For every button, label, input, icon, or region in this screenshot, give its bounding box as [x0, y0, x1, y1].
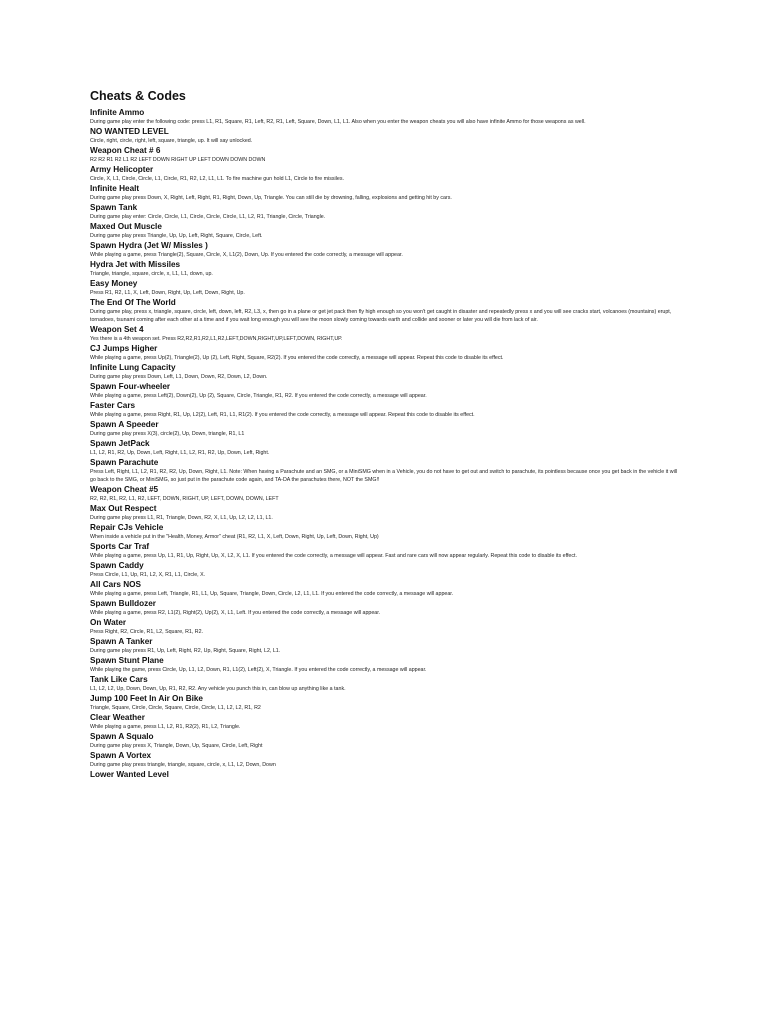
cheat-title: Spawn Parachute	[90, 458, 159, 467]
cheat-description: Circle, right, circle, right, left, square, triangle, up. It will say unlocked.	[90, 138, 253, 144]
cheat-description: During game play press Down, X, Right, Left, Right, R1, Right, Down, Up, Triangle. You can still die by drowning, falling, explosions and getting hit by cars.	[90, 195, 452, 201]
cheat-title: Easy Money	[90, 279, 138, 288]
cheat-title: Clear Weather	[90, 713, 145, 722]
cheat-entry	[90, 485, 682, 503]
cheat-title: Sports Car Traf	[90, 542, 150, 551]
cheat-entry	[90, 203, 682, 221]
cheat-entry	[90, 618, 682, 636]
cheat-entry	[90, 458, 682, 484]
cheat-title: Tank Like Cars	[90, 675, 148, 684]
cheat-description: Press R1, R2, L1, X, Left, Down, Right, Up, Left, Down, Right, Up.	[90, 290, 245, 296]
cheat-title: Spawn Four-wheeler	[90, 382, 171, 391]
cheat-description: R2, R2, R1, R2, L1, R2, LEFT, DOWN, RIGHT, UP, LEFT, DOWN, DOWN, LEFT	[90, 496, 279, 502]
cheat-entry	[90, 637, 682, 655]
cheat-description: Press Left, Right, L1, L2, R1, R2, R2, Up, Down, Right, L1. Note: When having a Parachute and an SMG, or a MiniSMG when in a Vehicle, you do not have to get out and switch to parachute, its pointless because once you get back in the vehicle it will go back to the SMG, or MiniSMG, so just put in the parachute code again, and TA-DA the parachutes there, NOT the SMG!!	[90, 469, 678, 483]
cheat-entry	[90, 561, 682, 579]
cheat-description: L1, L2, R1, R2, Up, Down, Left, Right, L1, L2, R1, R2, Up, Down, Left, Right.	[90, 450, 270, 456]
cheat-title: Spawn Tank	[90, 203, 138, 212]
cheat-entry	[90, 401, 682, 419]
cheat-description: Press Circle, L1, Up, R1, L2, X, R1, L1, Circle, X.	[90, 572, 206, 578]
cheat-entry	[90, 694, 682, 712]
cheat-entry	[90, 260, 682, 278]
cheat-entry	[90, 770, 682, 780]
cheat-title: Weapon Set 4	[90, 325, 144, 334]
cheat-description: Yes there is a 4th weapon set. Press R2,R2,R1,R2,L1,R2,LEFT,DOWN,RIGHT,UP,LEFT,DOWN, RIGHT,UP.	[90, 336, 343, 342]
cheat-entry	[90, 599, 682, 617]
cheat-entry	[90, 222, 682, 240]
cheat-title: Infinite Healt	[90, 184, 140, 193]
cheat-entry	[90, 279, 682, 297]
cheat-title: Hydra Jet with Missiles	[90, 260, 181, 269]
cheat-entry	[90, 127, 682, 145]
cheat-entry	[90, 184, 682, 202]
cheat-entry	[90, 675, 682, 693]
cheat-description: During game play press Down, Left, L1, Down, Down, R2, Down, L2, Down.	[90, 374, 268, 380]
cheat-entry	[90, 325, 682, 343]
cheat-entry	[90, 732, 682, 750]
cheat-entry	[90, 344, 682, 362]
cheat-description: Triangle, Square, Circle, Circle, Square, Circle, Circle, L1, L2, L2, R1, R2	[90, 705, 261, 711]
cheat-title: Spawn JetPack	[90, 439, 150, 448]
cheat-title: Repair CJs Vehicle	[90, 523, 164, 532]
cheat-title: NO WANTED LEVEL	[90, 127, 169, 136]
cheat-entry	[90, 241, 682, 259]
cheat-list	[90, 108, 682, 780]
cheat-title: On Water	[90, 618, 127, 627]
cheat-entry	[90, 580, 682, 598]
cheat-description: During game play, press x, triangle, square, circle, left, down, left, R2, L3, x, then go in a plane or get jet pack then fly high enough so you won't get caught in disaster and repeatedly press x and you will see cracks start, volcanoes (mountains) erupt, tornadoes, tsunami coming after each other at a time and if you wait long enough you will see the moon slowly coming towards earth and collide and sooner or later you will die from lack of air.	[90, 309, 672, 323]
cheat-description: Triangle, triangle, square, circle, x, L1, L1, down, up.	[90, 271, 213, 277]
cheat-description: While playing a game, press Left(2), Down(2), Up (2), Square, Circle, Triangle, R1, R2. If you entered the code correctly, a message will appear.	[90, 393, 427, 399]
cheat-title: Army Helicopter	[90, 165, 154, 174]
cheat-description: During game play press Triangle, Up, Up, Left, Right, Square, Circle, Left.	[90, 233, 263, 239]
cheat-title: Spawn A Tanker	[90, 637, 153, 646]
cheat-entry	[90, 656, 682, 674]
cheat-title: Faster Cars	[90, 401, 136, 410]
document-title: Cheats & Codes	[90, 89, 186, 103]
cheat-entry	[90, 542, 682, 560]
cheat-description: Press Right, R2, Circle, R1, L2, Square, R1, R2.	[90, 629, 204, 635]
cheat-entry	[90, 504, 682, 522]
cheat-description: During game play enter the following code: press L1, R1, Square, R1, Left, R2, R1, Left, Square, Down, L1, L1. Also when you enter the weapon cheats you will also have infinite Ammo for those weapons as well.	[90, 119, 586, 125]
cheat-description: While playing a game, press Triangle(2), Square, Circle, X, L1(2), Down, Up. If you entered the code correctly, a message will appear.	[90, 252, 403, 258]
cheat-description: While playing a game, press Up(2), Triangle(2), Up (2), Left, Right, Square, R2(2). If you entered the code correctly, a message will appear. Repeat this code to disable its effect.	[90, 355, 504, 361]
cheat-entry	[90, 382, 682, 400]
cheat-description: During game play press triangle, triangle, square, circle, x, L1, L2, Down, Down	[90, 762, 276, 768]
cheat-entry	[90, 713, 682, 731]
cheat-entry	[90, 523, 682, 541]
cheat-title: Max Out Respect	[90, 504, 157, 513]
cheat-title: Infinite Lung Capacity	[90, 363, 176, 372]
cheat-title: Spawn Caddy	[90, 561, 144, 570]
cheat-entry	[90, 439, 682, 457]
cheat-title: The End Of The World	[90, 298, 176, 307]
cheat-title: Jump 100 Feet In Air On Bike	[90, 694, 203, 703]
cheat-title: Spawn Stunt Plane	[90, 656, 164, 665]
cheat-description: While playing a game, press L1, L2, R1, R2(2), R1, L2, Triangle.	[90, 724, 241, 730]
cheat-title: Infinite Ammo	[90, 108, 145, 117]
cheat-description: While playing a game, press Up, L1, R1, Up, Right, Up, X, L2, X, L1. If you entered the code correctly, a message will appear. Fast and rare cars will now appear regularly. Repeat this code to disable its effect.	[90, 553, 577, 559]
cheat-title: Spawn A Vortex	[90, 751, 152, 760]
cheat-entry	[90, 298, 682, 324]
cheat-description: Circle, X, L1, Circle, Circle, L1, Circle, R1, R2, L2, L1, L1. To fire machine gun hold L1, Circle to fire missiles.	[90, 176, 344, 182]
cheat-entry	[90, 165, 682, 183]
cheat-title: Maxed Out Muscle	[90, 222, 162, 231]
cheat-description: R2 R2 R1 R2 L1 R2 LEFT DOWN RIGHT UP LEFT DOWN DOWN DOWN	[90, 157, 266, 163]
cheat-title: All Cars NOS	[90, 580, 141, 589]
cheat-description: While playing the game, press Circle, Up, L1, L2, Down, R1, L1(2), Left(2), X, Triangle. If you entered the code correctly, a message will appear.	[90, 667, 427, 673]
cheat-entry	[90, 751, 682, 769]
cheat-title: Weapon Cheat # 6	[90, 146, 161, 155]
cheat-title: Spawn A Speeder	[90, 420, 159, 429]
cheat-description: During game play press X(3), circle(2), Up, Down, triangle, R1, L1	[90, 431, 245, 437]
cheat-description: While playing a game, press Left, Triangle, R1, L1, Up, Square, Triangle, Down, Circle, L2, L1, L1. If you entered the code correctly, a message will appear.	[90, 591, 454, 597]
cheat-description: During game play press R1, Up, Left, Right, R2, Up, Right, Square, Right, L2, L1.	[90, 648, 281, 654]
cheat-description: During game play press L1, R1, Triangle, Down, R2, X, L1, Up, L2, L2, L1, L1.	[90, 515, 273, 521]
cheat-description: During game play press X, Triangle, Down, Up, Square, Circle, Left, Right	[90, 743, 263, 749]
cheat-title: CJ Jumps Higher	[90, 344, 158, 353]
cheat-entry	[90, 108, 682, 126]
cheat-description: While playing a game, press Right, R1, Up, L2(2), Left, R1, L1, R1(2). If you entered the code correctly, a message will appear. Repeat this code to disable its effect.	[90, 412, 475, 418]
cheat-title: Lower Wanted Level	[90, 770, 169, 779]
cheat-title: Spawn Hydra (Jet W/ Missles )	[90, 241, 208, 250]
cheat-entry	[90, 420, 682, 438]
cheat-description: While playing a game, press R2, L1(2), Right(2), Up(2), X, L1, Left. If you entered the code correctly, a message will appear.	[90, 610, 381, 616]
cheat-entry	[90, 146, 682, 164]
cheat-title: Weapon Cheat #5	[90, 485, 159, 494]
cheat-title: Spawn A Squalo	[90, 732, 154, 741]
cheat-description: When inside a vehicle put in the "Health, Money, Armor" cheat (R1, R2, L1, X, Left, Down, Right, Up, Left, Down, Right, Up)	[90, 534, 379, 540]
cheat-description: L1, L2, L2, Up, Down, Down, Up, R1, R2, R2. Any vehicle you punch this in, can blow up anything like a tank.	[90, 686, 346, 692]
document-page	[90, 89, 682, 780]
cheat-description: During game play enter: Circle, Circle, L1, Circle, Circle, Circle, L1, L2, R1, Triangle, Circle, Triangle.	[90, 214, 326, 220]
cheat-title: Spawn Bulldozer	[90, 599, 156, 608]
cheat-entry	[90, 363, 682, 381]
